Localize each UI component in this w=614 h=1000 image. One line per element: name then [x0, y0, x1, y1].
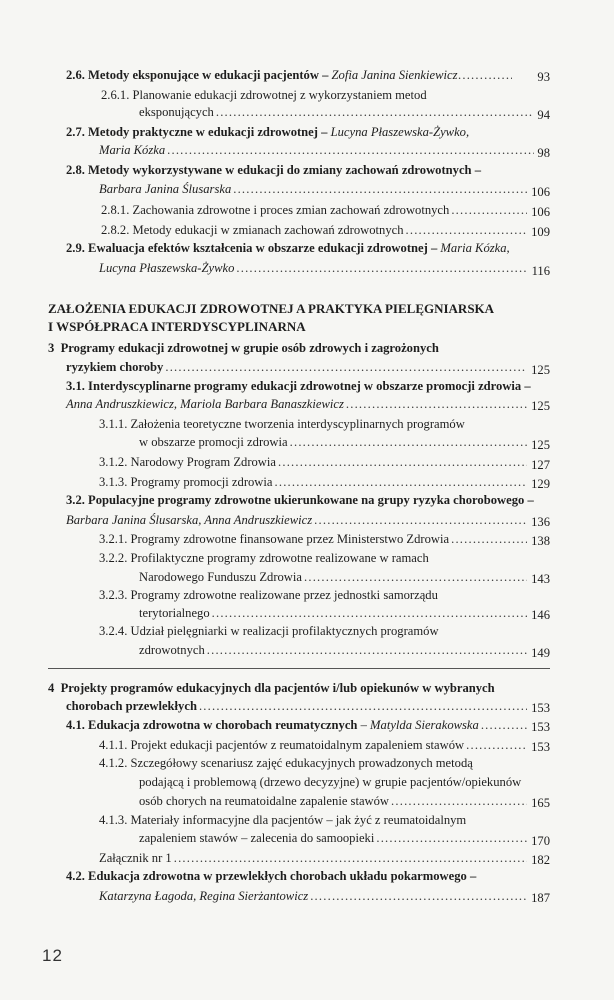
entry-title: zdrowotnych	[139, 643, 205, 657]
entry-title: ryzykiem choroby	[66, 360, 164, 374]
entry-author: Anna Andruszkiewicz, Mariola Barbara Banaszkiewicz	[66, 397, 344, 411]
entry-title: Edukacja zdrowotna w przewlekłych chorobach układu pokarmowego	[88, 869, 467, 883]
entry-number: 3.2.1.	[99, 532, 128, 546]
toc-entry-attachment	[99, 850, 529, 866]
toc-entry-3	[48, 340, 439, 356]
entry-number: 3.1.	[66, 379, 85, 393]
entry-page: 153	[531, 701, 550, 715]
entry-title: Ewaluacja efektów kształcenia w obszarze edukacji zdrowotnej	[88, 241, 428, 255]
entry-page: 106	[531, 185, 550, 199]
section-heading: ZAŁOŻENIA EDUKACJI ZDROWOTNEJ A PRAKTYKA PIELĘGNIARSKA	[48, 301, 495, 316]
toc-entry-4-1-1	[99, 737, 529, 753]
toc-entry-2-6	[66, 67, 457, 83]
entry-title: Planowanie edukacji zdrowotnej z wykorzystaniem metod	[132, 88, 427, 102]
entry-page: 125	[531, 438, 550, 452]
entry-page: 116	[531, 264, 550, 278]
entry-author: Lucyna Płaszewska-Żywko,	[330, 125, 470, 139]
toc-entry-3-2-2	[99, 550, 429, 566]
entry-page: 138	[531, 534, 550, 548]
entry-title: Narodowy Program Zdrowia	[130, 455, 276, 469]
entry-number: 4.1.1.	[99, 738, 128, 752]
section-divider	[48, 668, 550, 669]
dash: –	[360, 718, 367, 732]
entry-author: Lucyna Płaszewska-Żywko	[99, 261, 235, 275]
toc-entry-2-6-1	[101, 87, 427, 103]
dash: –	[321, 125, 328, 139]
entry-page: 94	[537, 108, 550, 122]
toc-entry-3-2-4-cont	[139, 642, 529, 658]
entry-number: 4.1.	[66, 718, 85, 732]
entry-page: 106	[531, 205, 550, 219]
entry-title: Programy edukacji zdrowotnej w grupie osób zdrowych i zagrożonych	[60, 341, 439, 355]
entry-number: 2.6.1.	[101, 88, 130, 102]
entry-number: 2.8.1.	[101, 203, 130, 217]
entry-number: 3	[48, 341, 55, 355]
entry-title: podającą i problemową (drzewo decyzyjne) w grupie pacjentów/opiekunów	[139, 775, 522, 789]
entry-title: Programy zdrowotne realizowane przez jednostki samorządu	[130, 588, 438, 602]
dash: –	[474, 163, 482, 177]
entry-title: Metody wykorzystywane w edukacji do zmiany zachowań zdrowotnych	[88, 163, 472, 177]
toc-entry-2-6-1-cont	[139, 104, 536, 120]
entry-page: 129	[531, 477, 550, 491]
toc-entry-3-2-3	[99, 587, 438, 603]
toc-entry-3-2-1	[99, 531, 529, 547]
entry-number: 3.1.3.	[99, 475, 128, 489]
entry-title: Profilaktyczne programy zdrowotne realizowane w ramach	[130, 551, 429, 565]
entry-number: 2.8.	[66, 163, 85, 177]
toc-entry-2-7-cont	[99, 142, 536, 158]
page-number: 12	[42, 946, 63, 965]
entry-title: Szczegółowy scenariusz zajęć edukacyjnych prowadzonych metodą	[130, 756, 473, 770]
entry-number: 2.8.2.	[101, 223, 130, 237]
toc-entry-3-1-cont	[66, 396, 529, 412]
leader	[456, 67, 514, 83]
entry-page: 125	[531, 363, 550, 377]
toc-entry-3-2-cont	[66, 512, 529, 528]
entry-page: 93	[537, 70, 550, 84]
entry-title: Interdyscyplinarne programy edukacji zdrowotnej w obszarze promocji zdrowia	[88, 379, 522, 393]
entry-page: 165	[531, 796, 550, 810]
toc-entry-3-cont	[66, 359, 529, 375]
entry-number: 2.6.	[66, 68, 85, 82]
entry-page: 136	[531, 515, 550, 529]
toc-entry-4-1-3	[99, 812, 466, 828]
entry-author: Katarzyna Łagoda, Regina Sierżantowicz	[99, 889, 309, 903]
toc-entry-4-1	[66, 717, 529, 733]
entry-number: 3.2.4.	[99, 624, 128, 638]
entry-author: Maria Kózka,	[440, 241, 510, 255]
entry-number: 2.7.	[66, 125, 85, 139]
entry-page: 187	[531, 891, 550, 905]
entry-page: 182	[531, 853, 550, 867]
entry-title: Założenia teoretyczne tworzenia interdyscyplinarnych programów	[130, 417, 465, 431]
entry-page: 153	[531, 720, 550, 734]
entry-page: 143	[531, 572, 550, 586]
entry-page: 125	[531, 399, 550, 413]
entry-title: w obszarze promocji zdrowia	[139, 435, 288, 449]
entry-title: terytorialnego	[139, 606, 210, 620]
entry-title: eksponujących	[139, 105, 214, 119]
dash: –	[524, 379, 531, 393]
entry-number: 4	[48, 681, 55, 695]
entry-title: Programy zdrowotne finansowane przez Ministerstwo Zdrowia	[130, 532, 450, 546]
entry-title: Metody eksponujące w edukacji pacjentów	[88, 68, 319, 82]
entry-title: Populacyjne programy zdrowotne ukierunkowane na grupy ryzyka chorobowego	[88, 493, 525, 507]
entry-page: 146	[531, 608, 550, 622]
toc-entry-4-1-2-cont	[139, 793, 529, 809]
toc-entry-2-8	[66, 162, 481, 178]
toc-entry-3-2-3-cont	[139, 605, 529, 621]
entry-author: Zofia Janina Sienkiewicz	[331, 68, 458, 82]
toc-entry-2-8-2	[101, 222, 529, 238]
toc-entry-3-2-2-cont	[139, 569, 529, 585]
entry-author: Barbara Janina Ślusarska	[99, 182, 232, 196]
dash: –	[469, 869, 477, 883]
entry-page: 170	[531, 834, 550, 848]
entry-title: chorobach przewlekłych	[66, 699, 197, 713]
toc-entry-4	[48, 680, 495, 696]
entry-author: Barbara Janina Ślusarska, Anna Andruszkiewicz	[66, 513, 313, 527]
toc-entry-3-1-2	[99, 454, 529, 470]
dash: –	[430, 241, 438, 255]
entry-title: Załącznik nr 1	[99, 851, 172, 865]
toc-entry-3-2-4	[99, 623, 439, 639]
dash: –	[322, 68, 329, 82]
entry-author: Matylda Sierakowska	[370, 718, 479, 732]
toc-entry-4-1-3-cont	[139, 830, 529, 846]
toc-entry-3-1-3	[99, 474, 529, 490]
entry-number: 3.2.2.	[99, 551, 128, 565]
entry-title: Programy promocji zdrowia	[130, 475, 273, 489]
entry-number: 3.1.2.	[99, 455, 128, 469]
entry-title: Materiały informacyjne dla pacjentów – jak żyć z reumatoidalnym	[130, 813, 467, 827]
dash: –	[527, 493, 534, 507]
entry-title: Projekty programów edukacyjnych dla pacjentów i/lub opiekunów w wybranych	[60, 681, 495, 695]
entry-page: 127	[531, 458, 550, 472]
toc-entry-2-8-cont	[99, 181, 529, 197]
entry-title: zapaleniem stawów – zalecenia do samoopieki	[139, 831, 375, 845]
entry-number: 3.2.3.	[99, 588, 128, 602]
entry-title: Zachowania zdrowotne i proces zmian zachowań zdrowotnych	[132, 203, 450, 217]
toc-entry-2-7	[66, 124, 469, 140]
toc-entry-3-2	[66, 492, 534, 508]
section-heading: I WSPÓŁPRACA INTERDYSCYPLINARNA	[48, 319, 306, 334]
entry-number: 4.1.2.	[99, 756, 128, 770]
toc-entry-3-1-1	[99, 416, 465, 432]
entry-page: 149	[531, 646, 550, 660]
toc-entry-3-1-1-cont	[139, 434, 529, 450]
entry-number: 4.1.3.	[99, 813, 128, 827]
toc-entry-2-9	[66, 240, 510, 256]
toc-entry-4-1-2	[99, 755, 473, 771]
entry-title: Metody praktyczne w edukacji zdrowotnej	[88, 125, 318, 139]
entry-author: Maria Kózka	[99, 143, 166, 157]
toc-entry-4-cont	[66, 698, 529, 714]
entry-title: osób chorych na reumatoidalne zapalenie stawów	[139, 794, 390, 808]
entry-page: 98	[537, 146, 550, 160]
entry-page: 109	[531, 225, 550, 239]
toc-entry-4-2	[66, 868, 476, 884]
toc-entry-2-9-cont	[99, 260, 529, 276]
toc-entry-3-1	[66, 378, 531, 394]
toc-entry-4-2-cont	[99, 888, 529, 904]
entry-title: Projekt edukacji pacjentów z reumatoidalnym zapaleniem stawów	[130, 738, 465, 752]
entry-number: 4.2.	[66, 869, 85, 883]
entry-title: Metody edukacji w zmianach zachowań zdrowotnych	[132, 223, 404, 237]
entry-title: Edukacja zdrowotna w chorobach reumatycznych	[88, 718, 358, 732]
entry-number: 3.2.	[66, 493, 85, 507]
entry-title: Udział pielęgniarki w realizacji profilaktycznych programów	[130, 624, 439, 638]
entry-number: 2.9.	[66, 241, 85, 255]
entry-number: 3.1.1.	[99, 417, 128, 431]
entry-title: Narodowego Funduszu Zdrowia	[139, 570, 302, 584]
toc-entry-2-8-1	[101, 202, 529, 218]
entry-page: 153	[531, 740, 550, 754]
